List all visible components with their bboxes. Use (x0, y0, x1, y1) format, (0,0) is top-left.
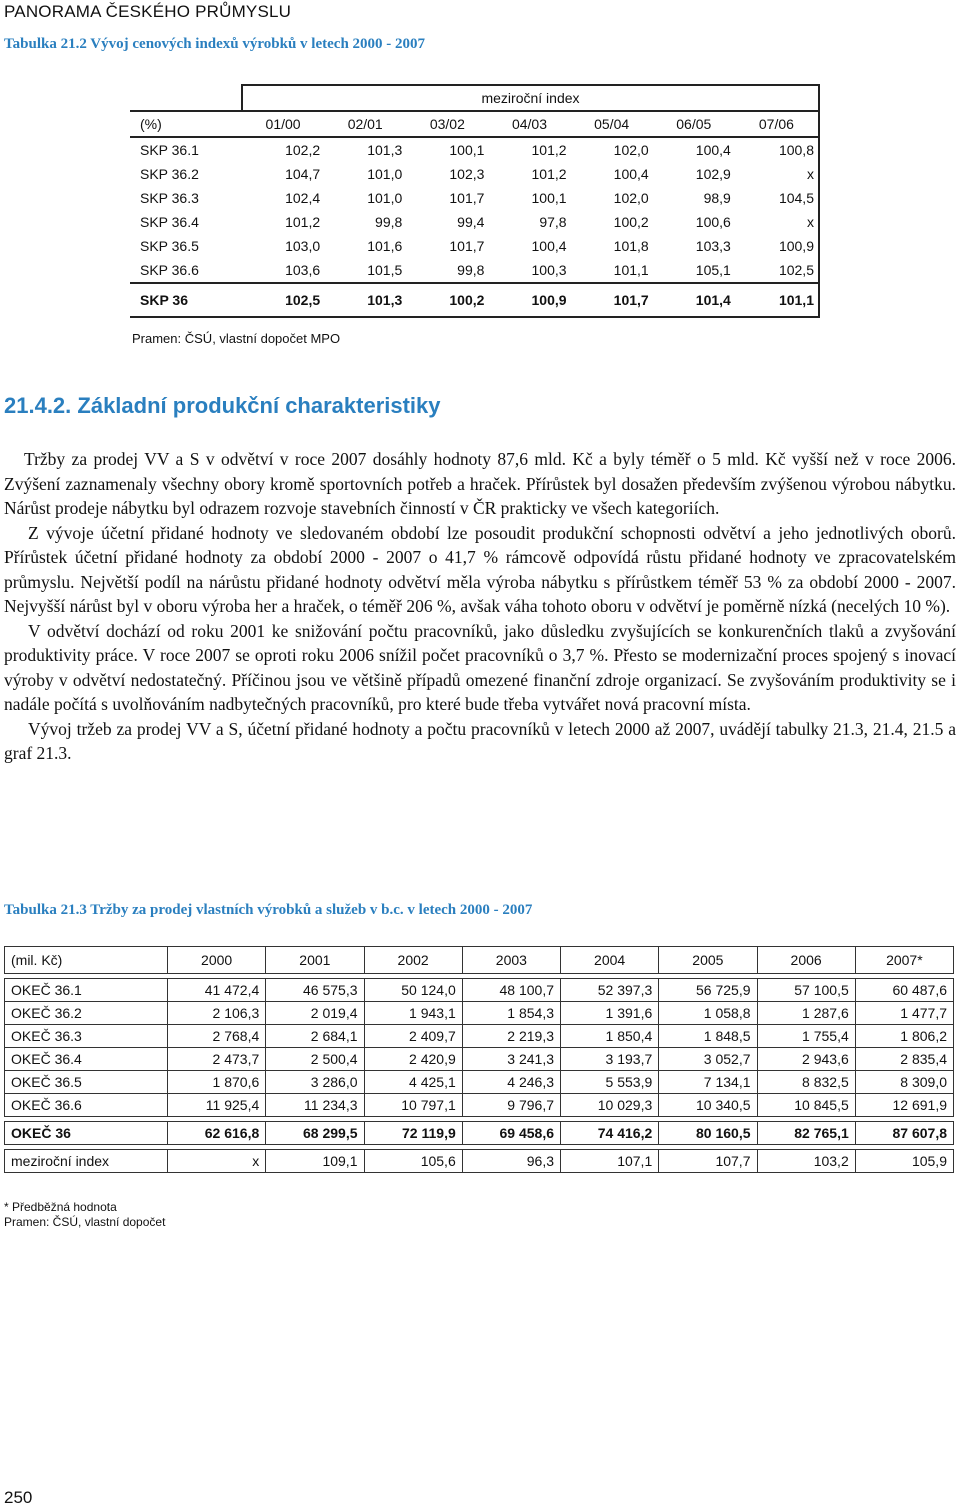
table-cell: 5 553,9 (561, 1071, 659, 1094)
table-cell: 101,2 (285, 214, 321, 230)
row-label: OKEČ 36.2 (5, 1002, 168, 1025)
row-label: OKEČ 36.6 (5, 1094, 168, 1117)
table-cell: 74 416,2 (561, 1122, 659, 1145)
table-cell: 100,2 (406, 283, 488, 317)
table-cell: 8 832,5 (757, 1071, 855, 1094)
table-cell: 105,9 (855, 1150, 953, 1173)
table-cell: 102,2 (242, 137, 324, 162)
table-cell: 4 246,3 (462, 1071, 560, 1094)
table-cell: 100,3 (531, 262, 567, 278)
total-row (5, 1122, 954, 1145)
unit-label: (%) (130, 111, 242, 137)
index-row (5, 1150, 954, 1173)
table-cell: 101,3 (324, 283, 406, 317)
column-header: 2006 (757, 947, 855, 974)
table-cell: 62 616,8 (168, 1122, 266, 1145)
column-header: 2005 (659, 947, 757, 974)
column-header: 07/06 (735, 111, 819, 137)
row-label: OKEČ 36.3 (5, 1025, 168, 1048)
table-cell: 101,1 (735, 283, 819, 317)
row-label: OKEČ 36.4 (5, 1048, 168, 1071)
section-heading: 21.4.2. Základní produkční charakteristiky (4, 393, 441, 418)
table-cell: 101,1 (613, 262, 649, 278)
body-text (4, 447, 956, 766)
table-cell: 4 425,1 (364, 1071, 462, 1094)
unit-label: (mil. Kč) (5, 947, 168, 974)
paragraph: Vývoj tržeb za prodej VV a S, účetní přidané hodnoty a počtu pracovníků v letech 2000 až 2007, uvádějí tabulky 21.3, 21.4, 21.5 a graf 21.3. (4, 718, 956, 763)
table-row (130, 258, 819, 283)
table-cell: 107,7 (659, 1150, 757, 1173)
table-cell: 101,7 (571, 283, 653, 317)
table-cell: 1 287,6 (757, 1002, 855, 1025)
table-cell: 10 029,3 (561, 1094, 659, 1117)
table-cell: 100,1 (406, 137, 488, 162)
table-row (130, 162, 819, 186)
table-header-row (130, 111, 819, 137)
table-cell: 102,0 (571, 137, 653, 162)
table-cell: 102,4 (285, 190, 321, 206)
column-header: 2003 (462, 947, 560, 974)
table-cell: 87 607,8 (855, 1122, 953, 1145)
table3-caption: Tabulka 21.3 Tržby za prodej vlastních výrobků a služeb v b.c. v letech 2000 - 2007 (4, 902, 533, 918)
table-cell: 7 134,1 (659, 1071, 757, 1094)
table-cell: 56 725,9 (659, 979, 757, 1002)
paragraph: V odvětví dochází od roku 2001 ke snižování počtu pracovníků, jako důsledku zvyšujících se konkurenčních tlaků a zvyšování produktivity práce. V roce 2007 se oproti roku 2006 snížil počet pracovníků o 3,7 %. Přesto se modernizační proces spojený s inovací výroby v odvětví nedostatečný. Příčinou jsou ve většině případů omezené finanční zdroje organizací. Se zvyšováním produktivity se i nadále počítá s uvolňováním nadbytečných pracovníků, pro které bude třeba vytvářet nová pracovní místa. (4, 620, 956, 714)
column-header: 03/02 (406, 111, 488, 137)
column-header: 2007* (855, 947, 953, 974)
table-row (5, 1048, 954, 1071)
table-cell: 1 391,6 (561, 1002, 659, 1025)
table-cell: 3 241,3 (462, 1048, 560, 1071)
table-cell: 103,0 (285, 238, 321, 254)
table-cell: 72 119,9 (364, 1122, 462, 1145)
column-header: 2004 (561, 947, 659, 974)
table-cell: 100,8 (735, 137, 819, 162)
table-cell: x (735, 162, 819, 186)
table-cell: 11 234,3 (266, 1094, 364, 1117)
price-index-table (130, 84, 820, 318)
row-label: SKP 36.5 (140, 238, 199, 254)
table-cell: 101,3 (324, 137, 406, 162)
table-row (5, 1094, 954, 1117)
table-cell: 103,2 (757, 1150, 855, 1173)
table-row (130, 210, 819, 234)
table-cell: 103,3 (695, 238, 731, 254)
table-cell: 60 487,6 (855, 979, 953, 1002)
table3-note: * Předběžná hodnota (4, 1200, 117, 1214)
row-label: OKEČ 36.1 (5, 979, 168, 1002)
table-cell: 48 100,7 (462, 979, 560, 1002)
table-cell: 2 420,9 (364, 1048, 462, 1071)
row-label: SKP 36 (130, 283, 242, 317)
column-header: 2001 (266, 947, 364, 974)
row-label: OKEČ 36.5 (5, 1071, 168, 1094)
table-cell: 105,1 (695, 262, 731, 278)
table-cell: 1 848,5 (659, 1025, 757, 1048)
table-cell: 101,7 (449, 238, 485, 254)
table-cell: 103,6 (285, 262, 321, 278)
table-cell: 2 943,6 (757, 1048, 855, 1071)
table-cell: 2 684,1 (266, 1025, 364, 1048)
table-cell: 9 796,7 (462, 1094, 560, 1117)
table-cell: 8 309,0 (855, 1071, 953, 1094)
table-cell: 100,9 (488, 283, 570, 317)
running-header: PANORAMA ČESKÉHO PRŮMYSLU (4, 2, 292, 21)
table-cell: 101,0 (367, 166, 403, 182)
table-cell: 2 409,7 (364, 1025, 462, 1048)
table-cell: 98,9 (703, 190, 731, 206)
table-cell: 2 019,4 (266, 1002, 364, 1025)
table-cell: 1 870,6 (168, 1071, 266, 1094)
table-cell: 100,4 (653, 137, 735, 162)
table-cell: 10 340,5 (659, 1094, 757, 1117)
table-cell: 100,9 (735, 234, 819, 258)
row-label: SKP 36.2 (140, 166, 199, 182)
table-row (130, 137, 819, 162)
row-label: SKP 36.4 (140, 214, 199, 230)
table-cell: 97,8 (539, 214, 567, 230)
row-label: SKP 36.3 (140, 190, 199, 206)
table-cell: 100,1 (531, 190, 567, 206)
table-row (5, 1025, 954, 1048)
table-header-row (5, 947, 954, 974)
table-cell: 50 124,0 (364, 979, 462, 1002)
table-cell: 99,8 (457, 262, 485, 278)
sales-table (4, 946, 954, 1173)
table-cell: 100,2 (613, 214, 649, 230)
table-cell: 52 397,3 (561, 979, 659, 1002)
table-cell: 100,4 (613, 166, 649, 182)
table-row (5, 979, 954, 1002)
table-row (5, 1002, 954, 1025)
table-cell: 1 755,4 (757, 1025, 855, 1048)
table-cell: 2 768,4 (168, 1025, 266, 1048)
table-row (130, 234, 819, 258)
table-cell: 82 765,1 (757, 1122, 855, 1145)
table-cell: 10 845,5 (757, 1094, 855, 1117)
column-header: 04/03 (488, 111, 570, 137)
table-cell: 2 219,3 (462, 1025, 560, 1048)
table-cell: 102,5 (735, 258, 819, 283)
table-cell: 10 797,1 (364, 1094, 462, 1117)
table-cell: 46 575,3 (266, 979, 364, 1002)
table-row (5, 1071, 954, 1094)
table-cell: 3 052,7 (659, 1048, 757, 1071)
table1-caption: Tabulka 21.2 Vývoj cenových indexů výrobků v letech 2000 - 2007 (4, 36, 426, 52)
row-label: meziroční index (5, 1150, 168, 1173)
table-cell: 99,8 (375, 214, 403, 230)
table-row (130, 186, 819, 210)
table-cell: 68 299,5 (266, 1122, 364, 1145)
table-cell: 1 850,4 (561, 1025, 659, 1048)
table-cell: 100,4 (531, 238, 567, 254)
group-header: meziroční index (242, 85, 819, 111)
table-cell: 1 943,1 (364, 1002, 462, 1025)
table-cell: 69 458,6 (462, 1122, 560, 1145)
table-cell: 102,3 (449, 166, 485, 182)
table-cell: 2 106,3 (168, 1002, 266, 1025)
table-cell: 101,8 (613, 238, 649, 254)
table-cell: 1 058,8 (659, 1002, 757, 1025)
table3-source: Pramen: ČSÚ, vlastní dopočet (4, 1215, 166, 1229)
table-cell: 3 286,0 (266, 1071, 364, 1094)
row-label: SKP 36.1 (130, 137, 242, 162)
column-header: 01/00 (242, 111, 324, 137)
paragraph: Z vývoje účetní přidané hodnoty ve sledovaném období lze posoudit produkční schopnosti odvětví a jeho jednotlivých oborů. Přírůstek účetní přidané hodnoty za období 2000 - 2007 o 41,7 % rámcově odpovídá růstu přidané hodnoty ve zpracovatelském průmyslu. Největší podíl na nárůstu přidané hodnoty odvětví měla výroba nábytku s přírůstkem téměř 53 % za období 2000 - 2007. Nejvyšší nárůst byl v oboru výroba her a hraček, o téměř 206 %, avšak váha tohoto oboru v odvětví je poměrně nízká (necelých 10 %). (4, 522, 956, 616)
column-header: 02/01 (324, 111, 406, 137)
table-cell: 101,0 (367, 190, 403, 206)
table-cell: 101,2 (488, 137, 570, 162)
table-cell: 107,1 (561, 1150, 659, 1173)
column-header: 2000 (168, 947, 266, 974)
page-number: 250 (4, 1488, 33, 1507)
table-cell: 101,5 (367, 262, 403, 278)
table-cell: 2 835,4 (855, 1048, 953, 1071)
table-cell: x (735, 210, 819, 234)
table-cell: 96,3 (462, 1150, 560, 1173)
table-cell: 12 691,9 (855, 1094, 953, 1117)
table-cell: 101,2 (531, 166, 567, 182)
table-cell: 101,4 (653, 283, 735, 317)
column-header: 06/05 (653, 111, 735, 137)
row-label: SKP 36.6 (140, 262, 199, 278)
table-cell: 1 854,3 (462, 1002, 560, 1025)
table-cell: 101,6 (367, 238, 403, 254)
total-row (130, 283, 819, 317)
table-cell: 2 473,7 (168, 1048, 266, 1071)
table-cell: 105,6 (364, 1150, 462, 1173)
table-cell: 102,0 (613, 190, 649, 206)
paragraph: Tržby za prodej VV a S v odvětví v roce 2007 dosáhly hodnoty 87,6 mld. Kč a byly téměř o 5 mld. Kč vyšší než v roce 2006. Zvýšení zaznamenaly všechny obory kromě sportovních potřeb a hraček. Přírůstek byl dosažen především zvýšenou výrobou nábytku. Nárůst prodeje nábytku byl odrazem rozvoje stavebních činností v ČR prakticky ve všech kategoriích. (4, 449, 956, 518)
column-header: 2002 (364, 947, 462, 974)
table-header-row (130, 85, 819, 111)
row-label: OKEČ 36 (5, 1122, 168, 1145)
table-cell: 1 806,2 (855, 1025, 953, 1048)
table-cell: 101,7 (449, 190, 485, 206)
table-cell: 57 100,5 (757, 979, 855, 1002)
table-cell: 41 472,4 (168, 979, 266, 1002)
table-cell: 11 925,4 (168, 1094, 266, 1117)
table-cell: 2 500,4 (266, 1048, 364, 1071)
table1-source: Pramen: ČSÚ, vlastní dopočet MPO (132, 331, 341, 346)
table-cell: 104,7 (285, 166, 321, 182)
table-cell: 102,5 (242, 283, 324, 317)
table-cell: 1 477,7 (855, 1002, 953, 1025)
table-cell: 102,9 (695, 166, 731, 182)
table-cell: 99,4 (457, 214, 485, 230)
table-cell: 3 193,7 (561, 1048, 659, 1071)
table-cell: 80 160,5 (659, 1122, 757, 1145)
column-header: 05/04 (571, 111, 653, 137)
table-cell: 104,5 (735, 186, 819, 210)
table-cell: 100,6 (695, 214, 731, 230)
table-cell: 109,1 (266, 1150, 364, 1173)
table-cell: x (168, 1150, 266, 1173)
